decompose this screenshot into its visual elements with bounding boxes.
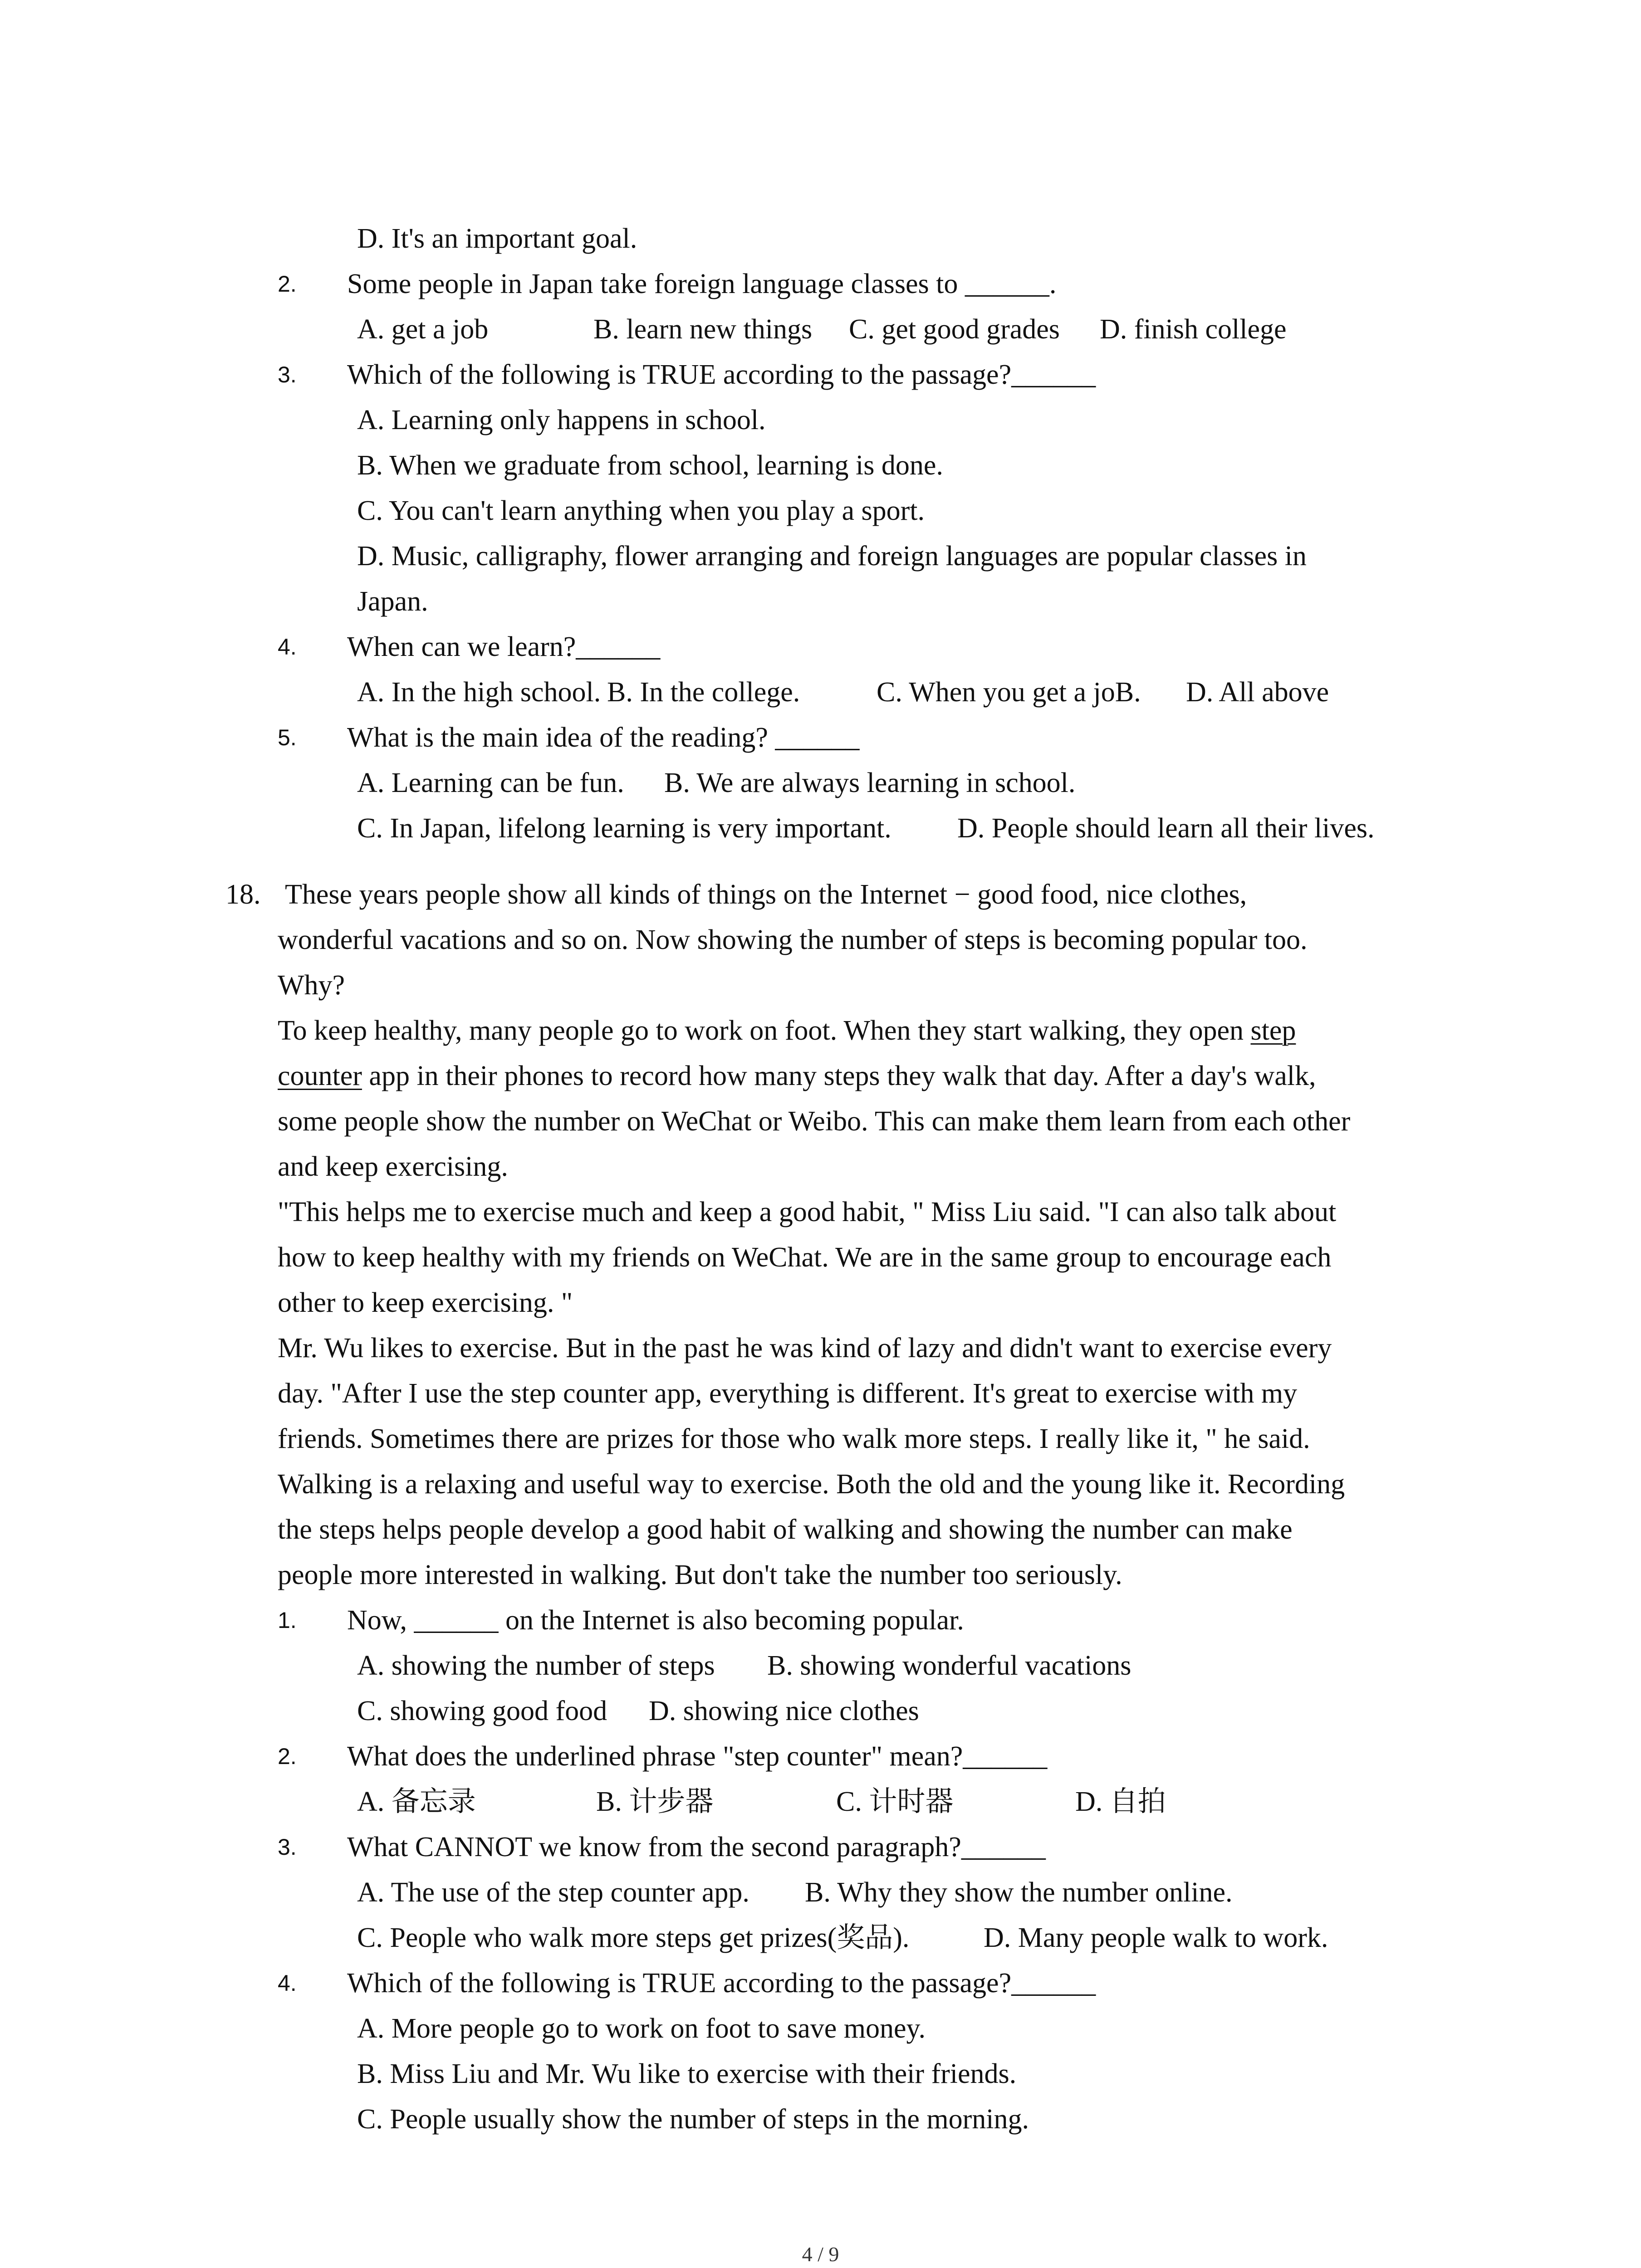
passage-line: day. "After I use the step counter app, everything is different. It's great to exercise with my: [278, 1378, 1298, 1409]
option-text: B. 计步器: [596, 1786, 714, 1817]
option-text: A. In the high school.: [357, 677, 601, 708]
option-text: B. We are always learning in school.: [664, 767, 1076, 798]
option-text: D. All above: [1186, 677, 1329, 708]
option-text: A. showing the number of steps: [357, 1650, 715, 1681]
passage-line: some people show the number on WeChat or Weibo. This can make them learn from each other: [278, 1106, 1351, 1137]
passage-number: 18.: [225, 879, 261, 910]
passage-line: and keep exercising.: [278, 1151, 508, 1182]
option-text: D. showing nice clothes: [649, 1696, 919, 1726]
option-text: A. Learning can be fun.: [357, 767, 624, 798]
option-text: A. More people go to work on foot to save money.: [357, 2013, 926, 2044]
question-number: 5.: [278, 725, 297, 750]
question-number: 2.: [278, 271, 297, 297]
passage-line: friends. Sometimes there are prizes for those who walk more steps. I really like it, " he said.: [278, 1423, 1310, 1454]
option-text: B. learn new things: [593, 314, 813, 345]
option-text: C. People usually show the number of steps in the morning.: [357, 2104, 1029, 2135]
option-text: C. In Japan, lifelong learning is very important.: [357, 813, 892, 844]
option-text: A. Learning only happens in school.: [357, 405, 766, 435]
option-text: B. showing wonderful vacations: [767, 1650, 1132, 1681]
underlined-phrase: counter: [278, 1061, 362, 1091]
question-number: 3.: [278, 1834, 297, 1860]
question-stem: Now, ______ on the Internet is also becoming popular.: [347, 1605, 964, 1636]
question-stem: When can we learn?______: [347, 631, 661, 662]
option-text: D. People should learn all their lives.: [957, 813, 1375, 844]
option-text: C. showing good food: [357, 1696, 607, 1726]
question-number: 2.: [278, 1744, 297, 1769]
question-number: 3.: [278, 362, 297, 387]
passage-text: app in their phones to record how many steps they walk that day. After a day's walk,: [362, 1061, 1316, 1091]
passage-line: These years people show all kinds of things on the Internet − good food, nice clothes,: [285, 879, 1247, 910]
option-text: B. Miss Liu and Mr. Wu like to exercise with their friends.: [357, 2058, 1017, 2089]
passage-line: other to keep exercising. ": [278, 1287, 573, 1318]
option-text: D. 自拍: [1075, 1786, 1166, 1817]
option-text: B. Why they show the number online.: [805, 1877, 1233, 1908]
option-text: A. The use of the step counter app.: [357, 1877, 749, 1908]
question-number: 1.: [278, 1608, 297, 1633]
option-text: D. Music, calligraphy, flower arranging and foreign languages are popular classes in: [357, 541, 1307, 572]
option-text: A. get a job: [357, 314, 489, 345]
question-stem: Some people in Japan take foreign language classes to ______.: [347, 269, 1057, 299]
question-stem: Which of the following is TRUE according to the passage?______: [347, 1968, 1096, 1999]
passage-line: Walking is a relaxing and useful way to exercise. Both the old and the young like it. Recording: [278, 1469, 1345, 1500]
passage-line: wonderful vacations and so on. Now showing the number of steps is becoming popular too.: [278, 924, 1308, 955]
question-stem: What does the underlined phrase "step counter" mean?______: [347, 1741, 1048, 1772]
question-number: 4.: [278, 1970, 297, 1996]
question-stem: What CANNOT we know from the second paragraph?______: [347, 1832, 1046, 1862]
option-text: A. 备忘录: [357, 1786, 476, 1817]
option-text: C. get good grades: [849, 314, 1060, 345]
option-text: C. You can't learn anything when you play a sport.: [357, 495, 925, 526]
option-text: D. Many people walk to work.: [984, 1922, 1328, 1953]
underlined-phrase: step: [1250, 1015, 1296, 1046]
question-stem: Which of the following is TRUE according to the passage?______: [347, 359, 1096, 390]
passage-line: people more interested in walking. But don't take the number too seriously.: [278, 1559, 1122, 1590]
passage-line: Mr. Wu likes to exercise. But in the past he was kind of lazy and didn't want to exercise every: [278, 1333, 1332, 1364]
passage-line: [278, 1012, 1296, 1049]
passage-line: the steps helps people develop a good habit of walking and showing the number can make: [278, 1514, 1293, 1545]
option-text: B. In the college.: [607, 677, 800, 708]
passage-line: Why?: [278, 970, 345, 1001]
question-stem: What is the main idea of the reading? ______: [347, 722, 860, 753]
option-text: D. finish college: [1100, 314, 1287, 345]
question-number: 4.: [278, 634, 297, 660]
passage-line: "This helps me to exercise much and keep a good habit, " Miss Liu said. "I can also talk about: [278, 1197, 1337, 1227]
option-text: C. When you get a joB.: [877, 677, 1141, 708]
passage-text: To keep healthy, many people go to work on foot. When they start walking, they open: [278, 1015, 1251, 1046]
option-text: Japan.: [357, 586, 428, 617]
passage-line: [278, 1058, 1316, 1094]
option-text: C. People who walk more steps get prizes(奖品).: [357, 1922, 910, 1953]
option-text: C. 计时器: [836, 1786, 954, 1817]
option-text: D. It's an important goal.: [357, 223, 637, 254]
option-text: B. When we graduate from school, learning is done.: [357, 450, 943, 481]
page-number: 4 / 9: [802, 2243, 839, 2266]
passage-line: how to keep healthy with my friends on WeChat. We are in the same group to encourage each: [278, 1242, 1332, 1273]
